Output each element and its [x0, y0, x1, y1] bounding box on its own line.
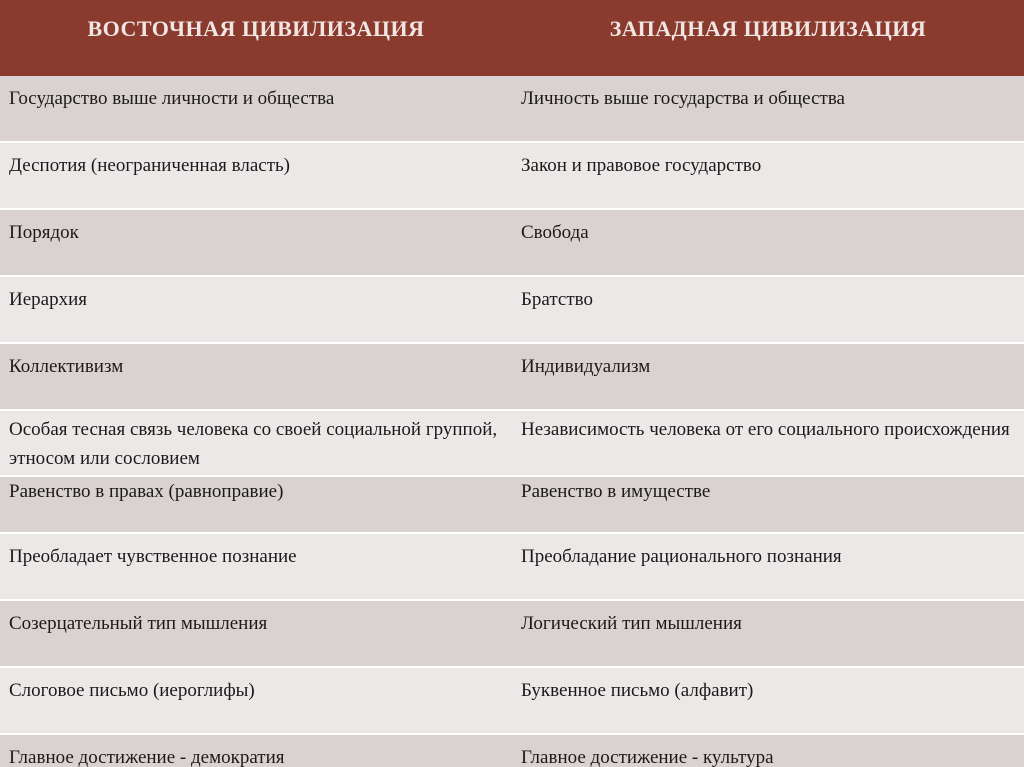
cell-west: Свобода — [512, 209, 1024, 276]
cell-east: Деспотия (неограниченная власть) — [0, 142, 512, 209]
table-row — [0, 533, 1024, 600]
cell-west: Главное достижение - культура — [512, 734, 1024, 767]
cell-east: Главное достижение - демократия — [0, 734, 512, 767]
table-row — [0, 600, 1024, 667]
cell-east: Коллективизм — [0, 343, 512, 410]
cell-east: Особая тесная связь человека со своей социальной группой, этносом или сословием — [0, 410, 512, 476]
table-row — [0, 410, 1024, 476]
table-row — [0, 734, 1024, 767]
table-header-row — [0, 0, 1024, 76]
cell-west: Независимость человека от его социального происхождения — [512, 410, 1024, 476]
cell-east: Порядок — [0, 209, 512, 276]
cell-west: Буквенное письмо (алфавит) — [512, 667, 1024, 734]
header-east-label: ВОСТОЧНАЯ ЦИВИЛИЗАЦИЯ — [87, 16, 425, 41]
table-row — [0, 667, 1024, 734]
cell-west: Равенство в имуществе — [512, 476, 1024, 533]
header-west — [512, 0, 1024, 76]
cell-east: Иерархия — [0, 276, 512, 343]
cell-west: Индивидуализм — [512, 343, 1024, 410]
cell-west: Логический тип мышления — [512, 600, 1024, 667]
table-row — [0, 142, 1024, 209]
header-west-label: ЗАПАДНАЯ ЦИВИЛИЗАЦИЯ — [609, 16, 927, 41]
cell-west: Преобладание рационального познания — [512, 533, 1024, 600]
cell-west: Братство — [512, 276, 1024, 343]
table-row — [0, 476, 1024, 533]
table-row — [0, 276, 1024, 343]
cell-east: Равенство в правах (равноправие) — [0, 476, 512, 533]
cell-east: Государство выше личности и общества — [0, 76, 512, 142]
cell-west: Закон и правовое государство — [512, 142, 1024, 209]
table-row — [0, 343, 1024, 410]
header-east — [0, 0, 512, 76]
table-row — [0, 209, 1024, 276]
cell-east: Созерцательный тип мышления — [0, 600, 512, 667]
cell-west: Личность выше государства и общества — [512, 76, 1024, 142]
cell-east: Преобладает чувственное познание — [0, 533, 512, 600]
table-row — [0, 76, 1024, 142]
cell-east: Слоговое письмо (иероглифы) — [0, 667, 512, 734]
